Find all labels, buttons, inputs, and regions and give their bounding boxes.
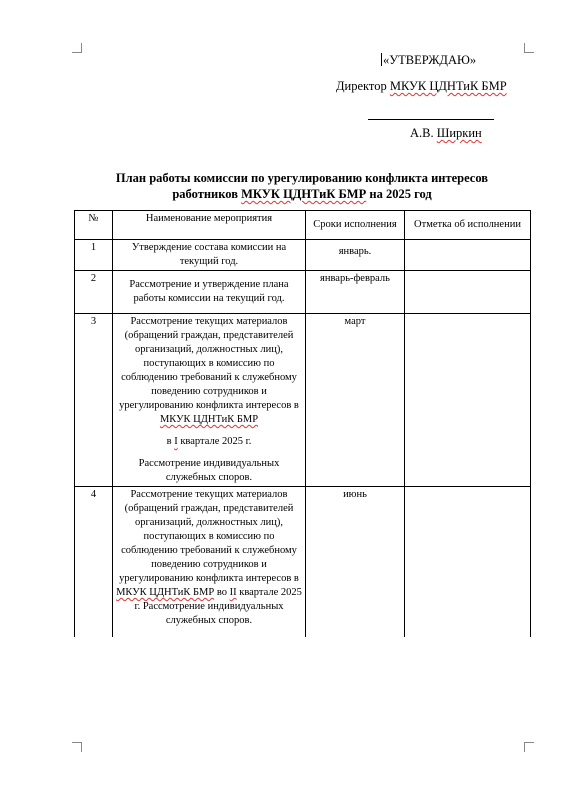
period-roman: I [174,436,178,447]
signature-name [410,126,482,141]
row-activity [113,314,306,487]
period-prefix: в [166,436,175,447]
header-activity: Наименование мероприятия [113,211,306,240]
text-cursor [381,53,382,66]
row-activity-mid: во [214,587,230,598]
position-org: МКУК ЦДНТиК БМР [389,79,507,93]
row-activity-org: МКУК ЦДНТиК БМР [116,587,215,598]
approval-stamp[interactable] [381,53,476,68]
row-activity-paragraph [115,488,303,628]
position-prefix: Директор [336,79,390,93]
crop-mark-bottom-left [72,742,82,752]
row-activity: Рассмотрение и утверждение плана работы комиссии на текущий год. [113,271,306,314]
crop-mark-bottom-right [524,742,534,752]
signature-line [368,119,494,120]
period-suffix: квартале 2025 г. [177,436,252,447]
row-activity: Утверждение состава комиссии на текущий год. [113,240,306,271]
header-mark: Отметка об исполнении [405,211,531,240]
row-mark[interactable] [405,240,531,271]
approve-text: «УТВЕРЖДАЮ» [383,53,477,67]
row-term: июнь [306,487,405,638]
row-mark[interactable] [405,271,531,314]
table-row [75,314,531,487]
director-position [336,79,507,94]
row-activity-disputes: Рассмотрение индивидуальных служебных споров. [138,458,280,483]
row-activity-end: квартале 2025 г. Рассмотрение индивидуальных служебных споров. [134,587,302,626]
plan-table [74,210,531,637]
crop-mark-top-left [72,43,82,53]
row-term: январь-февраль [306,271,405,314]
row-activity [113,487,306,638]
header-term: Сроки исполнения [306,211,405,240]
row-activity-period [115,435,303,449]
row-activity-text: Рассмотрение текущих материалов (обращений граждан, представителей организаций, должностных лиц), поступающих в комиссию по соблюдению требований к служебному поведению сотрудников и урегулированию конфликта интересов в [119,316,299,411]
row-mark[interactable] [405,314,531,487]
row-number: 1 [75,240,113,271]
title-line-1: План работы комиссии по урегулированию конфликта интересов [115,171,489,185]
table-row [75,487,531,638]
row-activity-text: Рассмотрение текущих материалов (обращений граждан, представителей организаций, должностных лиц), поступающих в комиссию по соблюдению требований к служебному поведению сотрудников и урегулированию конфликта интересов в [119,489,299,584]
row-number: 4 [75,487,113,638]
row-activity-org: МКУК ЦДНТиК БМР [159,414,259,425]
title-line-2-prefix: работников [172,187,242,201]
row-activity-roman: II [229,587,237,598]
title-line-2-suffix: на 2025 год [366,187,432,201]
header-number: № [75,211,113,240]
crop-mark-top-right [524,43,534,53]
row-number: 3 [75,314,113,487]
title-line-2 [74,186,530,202]
signature-surname: Ширкин [436,126,482,140]
table-header-row [75,211,531,240]
document-title [74,170,530,202]
title-org: МКУК ЦДНТиК БМР [241,187,367,201]
row-mark[interactable] [405,487,531,638]
table-row [75,271,531,314]
signature-initials: А.В. [410,126,437,140]
row-number: 2 [75,271,113,314]
table-row [75,240,531,271]
row-term: март [306,314,405,487]
row-term: январь. [306,240,405,271]
row-activity-paragraph [115,315,303,427]
